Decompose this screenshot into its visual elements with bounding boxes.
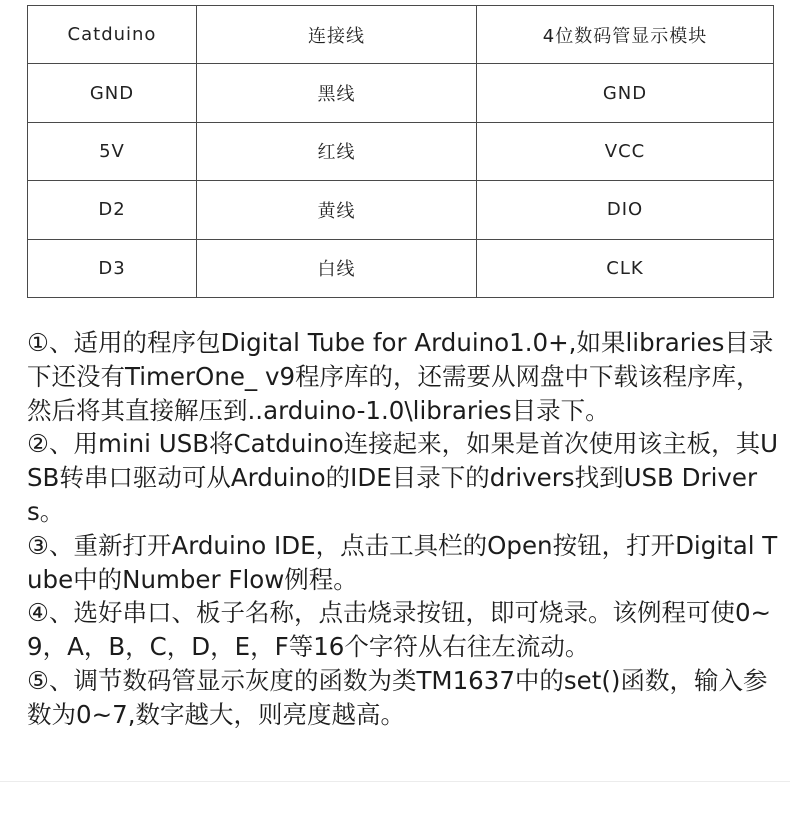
cell-wire: 黄线: [197, 181, 477, 239]
note-2: ②、用mini USB将Catduino连接起来，如果是首次使用该主板，其USB转串口驱动可从Arduino的IDE目录下的drivers找到USB Drivers。: [27, 429, 779, 526]
note-4: ④、选好串口、板子名称，点击烧录按钮，即可烧录。该例程可使0~9，A，B，C，D，E，F等16个字符从右往左流动。: [27, 598, 772, 662]
cell-pin: 5V: [28, 122, 197, 180]
cell-pin: D2: [28, 181, 197, 239]
cell-wire: 红线: [197, 122, 477, 180]
note-3: ③、重新打开Arduino IDE，点击工具栏的Open按钮，打开Digital Tube中的Number Flow例程。: [27, 530, 778, 594]
cell-module-pin: DIO: [477, 181, 774, 239]
note-5: ⑤、调节数码管显示灰度的函数为类TM1637中的set()函数，输入参数为0~7,数字越大，则亮度越高。: [27, 665, 768, 729]
cell-module-pin: VCC: [477, 122, 774, 180]
table-header-row: [28, 6, 774, 64]
table-row: [28, 239, 774, 297]
wiring-table: [27, 5, 774, 298]
header-board: Catduino: [28, 6, 197, 64]
cell-module-pin: GND: [477, 64, 774, 122]
table-row: [28, 181, 774, 239]
header-module: 4位数码管显示模块: [477, 6, 774, 64]
cell-module-pin: CLK: [477, 239, 774, 297]
cell-pin: GND: [28, 64, 197, 122]
header-wire: 连接线: [197, 6, 477, 64]
note-1: ①、适用的程序包Digital Tube for Arduino1.0+,如果libraries目录下还没有TimerOne_ v9程序库的，还需要从网盘中下载该程序库，然后将其直接解压到..arduino-1.0\libraries目录下。: [27, 328, 774, 425]
instruction-notes: [27, 326, 779, 732]
table-row: [28, 64, 774, 122]
footer-divider: [0, 781, 790, 782]
table-row: [28, 122, 774, 180]
cell-pin: D3: [28, 239, 197, 297]
cell-wire: 白线: [197, 239, 477, 297]
cell-wire: 黑线: [197, 64, 477, 122]
